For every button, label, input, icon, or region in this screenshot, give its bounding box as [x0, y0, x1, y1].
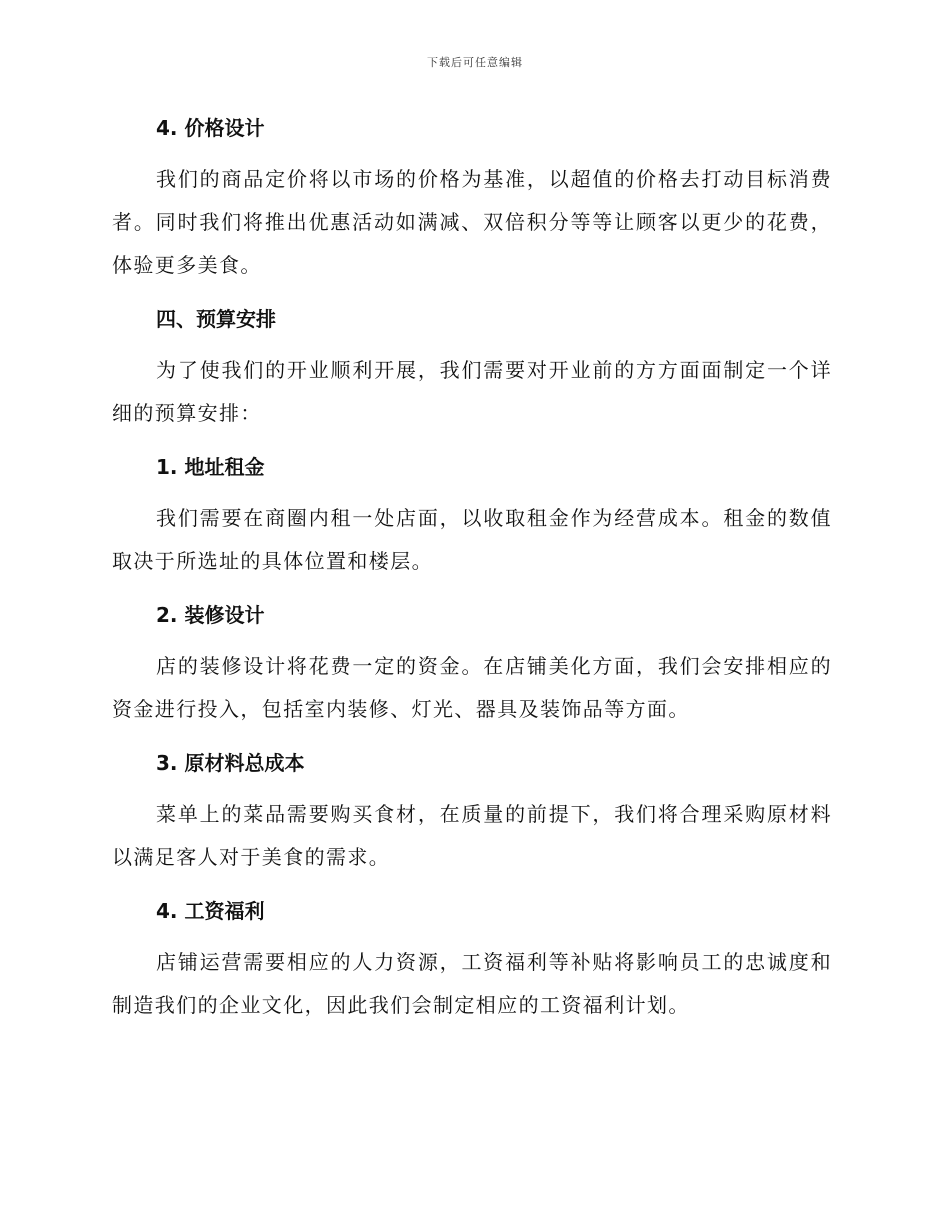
section-price-design [112, 108, 832, 287]
section-decoration [112, 595, 832, 731]
section-paragraph: 店铺运营需要相应的人力资源，工资福利等补贴将影响员工的忠诚度和制造我们的企业文化，因此我们会制定相应的工资福利计划。 [112, 950, 832, 1017]
section-paragraph: 为了使我们的开业顺利开展，我们需要对开业前的方方面面制定一个详细的预算安排： [112, 358, 832, 425]
section-heading: 4. 价格设计 [156, 116, 265, 140]
section-salary [112, 891, 832, 1027]
section-heading: 4. 工资福利 [156, 899, 265, 923]
section-heading: 1. 地址租金 [156, 455, 265, 479]
section-heading: 2. 装修设计 [156, 603, 265, 627]
section-budget-plan [112, 299, 832, 435]
section-heading: 3. 原材料总成本 [156, 751, 305, 775]
section-paragraph: 我们需要在商圈内租一处店面，以收取租金作为经营成本。租金的数值取决于所选址的具体位置和楼层。 [112, 506, 832, 573]
document-body [112, 108, 832, 1039]
section-rent [112, 447, 832, 583]
section-paragraph: 我们的商品定价将以市场的价格为基准，以超值的价格去打动目标消费者。同时我们将推出优惠活动如满减、双倍积分等等让顾客以更少的花费，体验更多美食。 [112, 167, 832, 277]
page-header: 下载后可任意编辑 [427, 56, 523, 69]
section-paragraph: 店的装修设计将花费一定的资金。在店铺美化方面，我们会安排相应的资金进行投入，包括室内装修、灯光、器具及装饰品等方面。 [112, 654, 832, 721]
section-heading: 四、预算安排 [156, 307, 276, 331]
section-paragraph: 菜单上的菜品需要购买食材，在质量的前提下，我们将合理采购原材料以满足客人对于美食的需求。 [112, 802, 832, 869]
section-materials [112, 743, 832, 879]
